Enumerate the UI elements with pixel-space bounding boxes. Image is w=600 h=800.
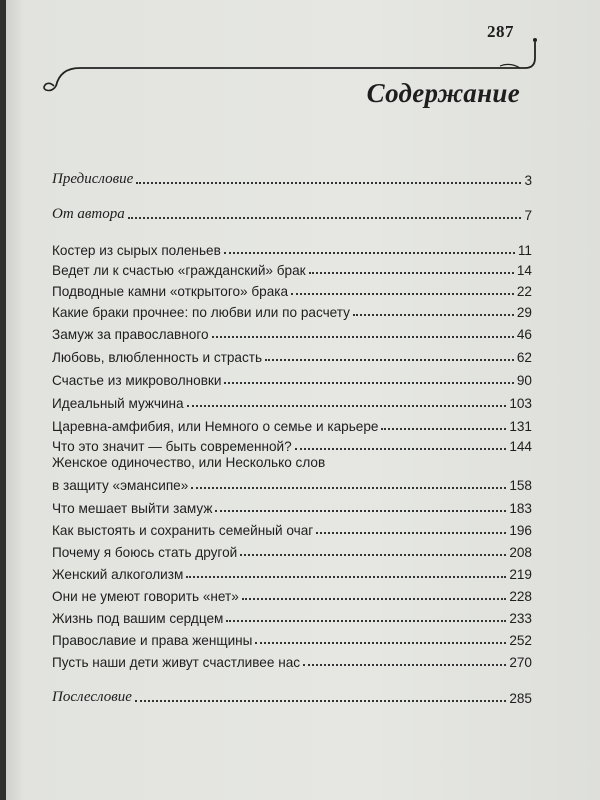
toc-entry-preface (52, 168, 532, 188)
toc-entry-title: Послесловие (52, 689, 132, 705)
toc-entry-page: 90 (516, 373, 532, 388)
toc-entry-title: От автора (52, 206, 125, 222)
toc-entry-page: 158 (509, 478, 532, 493)
dot-leader (212, 336, 514, 338)
dot-leader (309, 272, 514, 274)
dot-leader (265, 359, 514, 361)
toc-entry (52, 258, 532, 278)
toc-entry-page: 46 (516, 327, 532, 342)
toc-entry (52, 628, 532, 648)
toc-entry-page: 285 (509, 691, 532, 706)
page-number: 287 (487, 22, 514, 41)
toc-entry-page: 228 (509, 589, 532, 604)
toc-entry-page: 183 (509, 501, 532, 516)
toc-entry-title: Любовь, влюбленность и страсть (52, 350, 263, 365)
toc-entry (52, 238, 532, 258)
toc-entry-title-first-line: Женское одиночество, или Несколько слов (52, 455, 326, 470)
toc-entry-title: Подводные камни «открытого» брака (52, 284, 289, 299)
toc-entry (52, 279, 532, 299)
toc-entry-title: Почему я боюсь стать другой (52, 545, 238, 560)
toc-entry (52, 606, 532, 626)
toc-entry-title: Что это значит — быть современной? (52, 439, 292, 454)
toc-entry-page: 22 (516, 284, 532, 299)
dot-leader (224, 382, 513, 384)
toc-entry (52, 562, 532, 582)
toc-entry-title: Царевна-амфибия, или Немного о семье и карьере (52, 419, 379, 434)
dot-leader (303, 664, 506, 666)
toc-entry-page: 219 (509, 567, 532, 582)
dot-leader (242, 598, 507, 600)
toc-entry-title: Как выстоять и сохранить семейный очаг (52, 523, 314, 538)
dot-leader (295, 448, 507, 450)
page-title: Содержание (366, 78, 520, 108)
toc-entry-page: 233 (509, 611, 532, 626)
dot-leader (187, 405, 507, 407)
toc-entry-page: 131 (509, 419, 532, 434)
toc-entry (52, 540, 532, 560)
dot-leader (316, 532, 506, 534)
toc-entry-title: Что мешает выйти замуж (52, 501, 213, 516)
toc-entry-title: Предисловие (52, 171, 134, 187)
dot-leader (353, 314, 514, 316)
toc-entry (52, 414, 532, 434)
toc-entry-page: 11 (517, 243, 532, 258)
toc-entry (52, 650, 532, 670)
toc-entry-page: 62 (516, 350, 532, 365)
dot-leader (136, 182, 521, 184)
dot-leader (381, 428, 506, 430)
dot-leader (215, 510, 506, 512)
toc-entry-title: Они не умеют говорить «нет» (52, 589, 239, 604)
toc-entry-afterword (52, 686, 532, 706)
toc-entry-page: 270 (509, 655, 532, 670)
dot-leader (135, 700, 506, 702)
toc-entry (52, 322, 532, 342)
toc-entry-title: Ведет ли к счастью «гражданский» брак (52, 263, 306, 278)
dot-leader (224, 252, 515, 254)
toc-entry-title: Замуж за православного (52, 327, 209, 342)
toc-entry-title: Костер из сырых поленьев (52, 243, 221, 258)
dot-leader (128, 217, 522, 219)
dot-leader (255, 642, 506, 644)
toc-entry (52, 584, 532, 604)
toc-entry-page: 196 (509, 523, 532, 538)
toc-entry-title: Женский алкоголизм (52, 567, 184, 582)
toc-entry-page: 144 (509, 439, 532, 454)
toc-entry (52, 518, 532, 538)
toc-entry-page: 14 (516, 263, 532, 278)
toc-entry-title: Православие и права женщины (52, 633, 253, 648)
toc-entry (52, 300, 532, 320)
toc-entry (52, 496, 532, 516)
toc-entry-title: Идеальный мужчина (52, 396, 184, 411)
toc-entry (52, 391, 532, 411)
toc-entry-title: Какие браки прочнее: по любви или по расчету (52, 305, 350, 320)
toc-entry-page: 3 (524, 173, 532, 188)
toc-entry (52, 345, 532, 365)
dot-leader (291, 293, 514, 295)
toc-entry-from-author (52, 203, 532, 223)
dot-leader (191, 487, 506, 489)
toc-entry-title: Счастье из микроволновки (52, 373, 222, 388)
dot-leader (240, 554, 506, 556)
toc-entry-title: в защиту «эмансипе» (52, 478, 189, 493)
toc-entry-page: 252 (509, 633, 532, 648)
toc-entry-title: Жизнь под вашим сердцем (52, 611, 224, 626)
toc-entry-title: Пусть наши дети живут счастливее нас (52, 655, 301, 670)
toc-entry-page: 29 (516, 305, 532, 320)
toc-entry (52, 368, 532, 388)
toc-entry-page: 103 (509, 396, 532, 411)
dot-leader (226, 620, 506, 622)
book-page (6, 0, 600, 800)
toc-entry (52, 473, 532, 493)
toc-entry-page: 208 (509, 545, 532, 560)
dot-leader (186, 576, 506, 578)
toc-entry-page: 7 (524, 208, 532, 223)
toc-entry (52, 434, 532, 454)
